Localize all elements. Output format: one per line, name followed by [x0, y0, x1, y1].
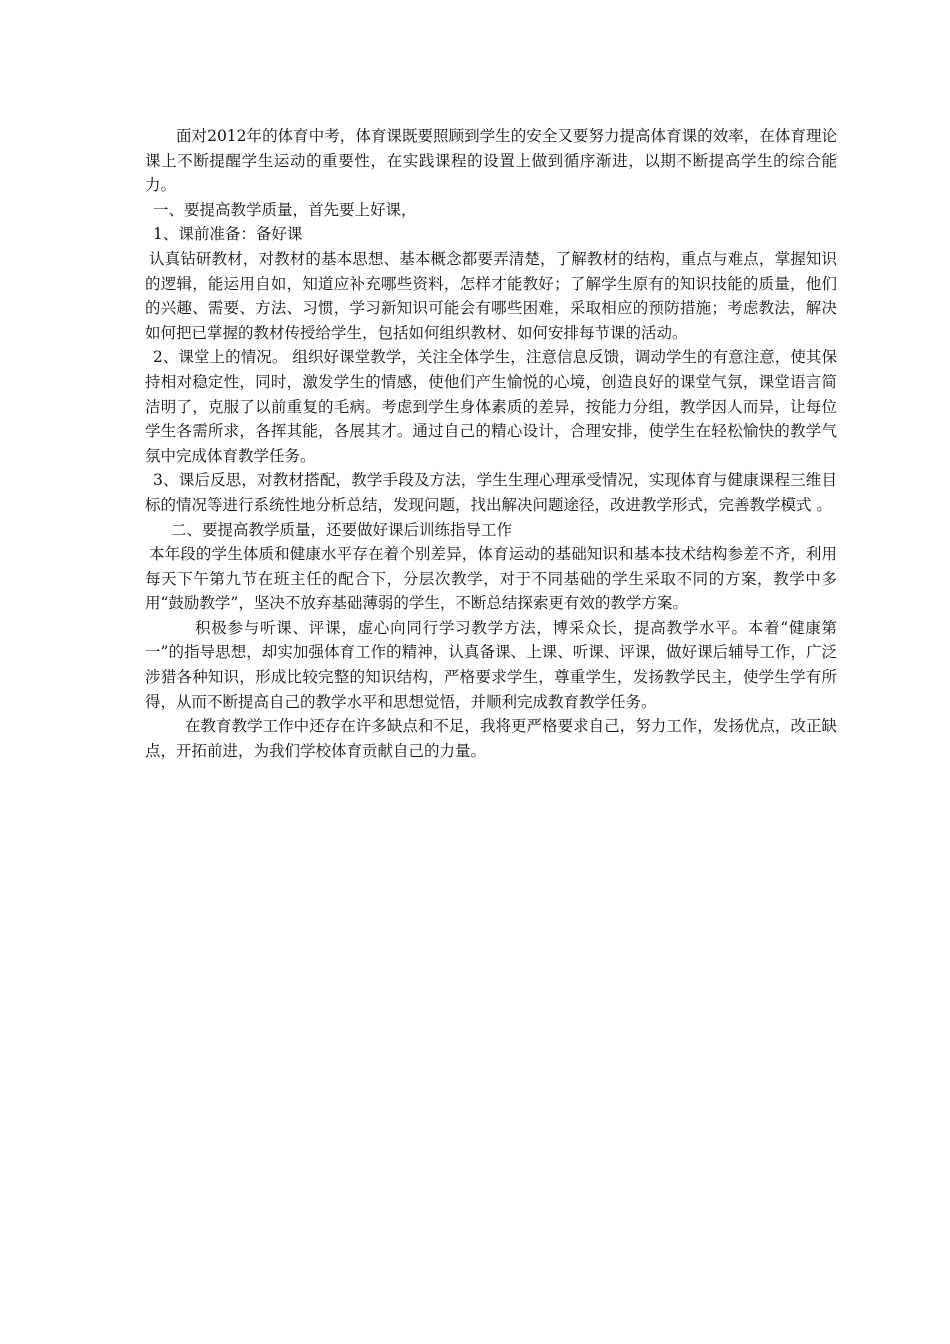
- heading-section-2: 二、要提高教学质量，还要做好课后训练指导工作: [171, 520, 513, 539]
- subheading-preparation: 1、课前准备：备好课: [153, 225, 303, 244]
- paragraph-classroom: 2、课堂上的情况。 组织好课堂教学，关注全体学生，注意信息反馈，调动学生的有意注意，使其保持相对稳定性，同时，激发学生的情感，使他们产生愉悦的心境，创造良好的课堂气氛，课堂语言简洁明了，克服了以前重复的毛病。考虑到学生身体素质的差异，按能力分组，教学因人而异，让每位学生各需所求，各挥其能，各展其才。通过自己的精心设计，合理安排，使学生在轻松愉快的教学气氛中完成体育教学任务。: [145, 348, 837, 465]
- paragraph-observation: 积极参与听课、评课，虚心向同行学习教学方法，博采众长，提高教学水平。本着“健康第一”的指导思想，却实加强体育工作的精神，认真备课、上课、听课、评课，做好课后辅导工作，广泛涉猎各种知识，形成比较完整的知识结构，严格要求学生，尊重学生，发扬教学民主，使学生学有所得，从而不断提高自己的教学水平和思想觉悟，并顺利完成教育教学任务。: [145, 618, 837, 711]
- paragraph-reflection: 3、课后反思，对教材搭配，教学手段及方法，学生生理心理承受情况，实现体育与健康课程三维目标的情况等进行系统性地分析总结，发现问题，找出解决问题途径，改进教学形式，完善教学模式 。: [145, 471, 837, 514]
- paragraph-preparation: 认真钻研教材，对教材的基本思想、基本概念都要弄清楚，了解教材的结构，重点与难点，掌握知识的逻辑，能运用自如，知道应补充哪些资料，怎样才能教好；了解学生原有的知识技能的质量，他们的兴趣、需要、方法、习惯，学习新知识可能会有哪些困难，采取相应的预防措施；考虑教法，解决如何把已掌握的教材传授给学生，包括如何组织教材、如何安排每节课的活动。: [145, 249, 837, 342]
- paragraph-conclusion: 在教育教学工作中还存在许多缺点和不足，我将更严格要求自己，努力工作，发扬优点，改正缺点，开拓前进，为我们学校体育贡献自己的力量。: [145, 717, 837, 760]
- paragraph-intro: 面对2012年的体育中考，体育课既要照顾到学生的安全又要努力提高体育课的效率，在体育理论课上不断提醒学生运动的重要性，在实践课程的设置上做到循序渐进，以期不断提高学生的综合能力。: [145, 127, 837, 195]
- document-body: [145, 124, 837, 763]
- heading-section-1: 一、要提高教学质量，首先要上好课，: [153, 200, 417, 219]
- paragraph-training: 本年段的学生体质和健康水平存在着个别差异，体育运动的基础知识和基本技术结构参差不齐，利用每天下午第九节在班主任的配合下，分层次教学，对于不同基础的学生采取不同的方案，教学中多用“鼓励教学”，坚决不放弃基础薄弱的学生，不断总结探索更有效的教学方案。: [145, 545, 837, 613]
